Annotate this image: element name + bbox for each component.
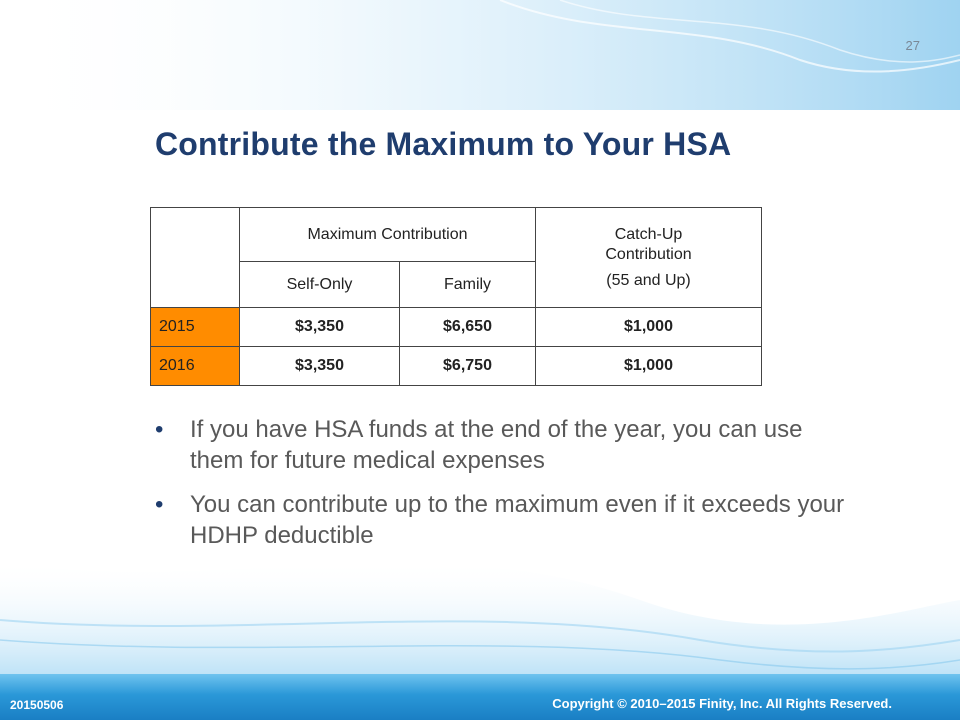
table-header-row bbox=[151, 208, 762, 262]
catch-up-value: $1,000 bbox=[536, 347, 762, 386]
footer-copyright: Copyright © 2010–2015 Finity, Inc. All Rights Reserved. bbox=[552, 696, 892, 711]
bullet-list bbox=[155, 414, 855, 564]
bullet-text: If you have HSA funds at the end of the year, you can use them for future medical expenses bbox=[190, 416, 803, 474]
catch-up-header-line2: Contribution bbox=[605, 245, 692, 263]
self-only-value: $3,350 bbox=[240, 308, 400, 347]
family-value: $6,650 bbox=[400, 308, 536, 347]
table-row bbox=[151, 308, 762, 347]
footer-date: 20150506 bbox=[10, 698, 64, 712]
contribution-table bbox=[150, 207, 762, 386]
self-only-header: Self-Only bbox=[240, 262, 400, 308]
slide-title: Contribute the Maximum to Your HSA bbox=[155, 126, 732, 162]
family-value: $6,750 bbox=[400, 347, 536, 386]
table-corner-cell bbox=[151, 208, 240, 308]
list-item bbox=[155, 414, 855, 476]
page-number: 27 bbox=[905, 38, 920, 53]
list-item bbox=[155, 489, 855, 551]
self-only-value: $3,350 bbox=[240, 347, 400, 386]
max-contribution-header: Maximum Contribution bbox=[240, 208, 536, 262]
year-cell: 2015 bbox=[151, 308, 240, 347]
year-cell: 2016 bbox=[151, 347, 240, 386]
catch-up-header-line3: (55 and Up) bbox=[606, 271, 691, 289]
bullet-icon: • bbox=[155, 491, 164, 518]
catch-up-header-line1: Catch-Up bbox=[614, 225, 683, 243]
table-row bbox=[151, 347, 762, 386]
catch-up-header bbox=[536, 208, 762, 308]
catch-up-value: $1,000 bbox=[536, 308, 762, 347]
bullet-text: You can contribute up to the maximum even if it exceeds your HDHP deductible bbox=[190, 491, 845, 549]
bullet-icon: • bbox=[155, 416, 164, 443]
family-header: Family bbox=[400, 262, 536, 308]
